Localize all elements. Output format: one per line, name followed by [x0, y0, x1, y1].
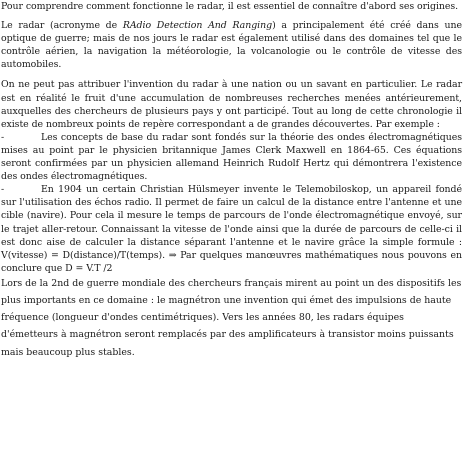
history-paragraph: On ne peut pas attribuer l'invention du radar à une nation ou un savant en particulier. Le radar est en réalité le fruit d'une accumulation de nombreuses recherches menées antérieurement, auxquelles des chercheurs de plusieurs pays y ont participé. Tout au long de cette chronologie il existe de nombreux points de repère correspondant a de grandes découvertes. Par exemple :	[1, 79, 462, 130]
bullet-dash: -	[1, 131, 5, 143]
definition-text-end: ) a principalement été créé dans une optique de guerre; mais de nos jours le radar est également utilisé dans des domaines tel que le contrôle aérien, la navigation la météorologie, la volcanologie ou le contrôle de vitesse des automobiles.	[1, 20, 462, 71]
radar-definition-paragraph	[1, 19, 462, 71]
intro-paragraph: Pour comprendre comment fonctionne le radar, il est essentiel de connaître d'abord ses origines.	[1, 1, 459, 12]
acronym-expansion: RAdio Detection And Ranging	[122, 20, 273, 32]
bullet-maxwell	[1, 131, 462, 183]
bullet-maxwell-text: Les concepts de base du radar sont fondés sur la théorie des ondes électromagnétiques mises au point par le physicien britannique James Clerk Maxwell en 1864-65. Ces équations seront confirmées par un physicien allemand Heinrich Rudolf Hertz qui démontrera l'existence des ondes électromagnétiques.	[1, 131, 462, 183]
definition-text-start: Le radar (acronyme de	[1, 20, 123, 32]
bullet-dash: -	[1, 184, 5, 196]
magnetron-paragraph: Lors de la 2nd de guerre mondiale des chercheurs français mirent au point un des dispositifs les plus importants en ce domaine : le magnétron une invention qui émet des impulsions de haute fréquence (longueur d'ondes centimétriques). Vers les années 80, les radars équipes d'émetteurs à magnétron seront remplacés par des amplificateurs à transistor moins puissants mais beaucoup plus stables.	[1, 277, 462, 358]
bullet-hulsmeyer-text: En 1904 un certain Christian Hülsmeyer invente le Telemobiloskop, un appareil fondé sur l'utilisation des échos radio. Il permet de faire un calcul de la distance entre l'antenne et une cible (navire). Pour cela il mesure le temps de parcours de l'onde électromagnétique envoyé, sur le trajet aller-retour. Connaissant la vitesse de l'onde ainsi que la durée de parcours de celle-ci il est donc aise de calculer la distance séparant l'antenne et le navire grâce la simple formule : V(vitesse) = D(distance)/T(temps). ⇒ Par quelques manœuvres mathématiques nous pouvons en conclure que D = V.T /2	[1, 184, 462, 274]
bullet-hulsmeyer	[1, 183, 462, 275]
